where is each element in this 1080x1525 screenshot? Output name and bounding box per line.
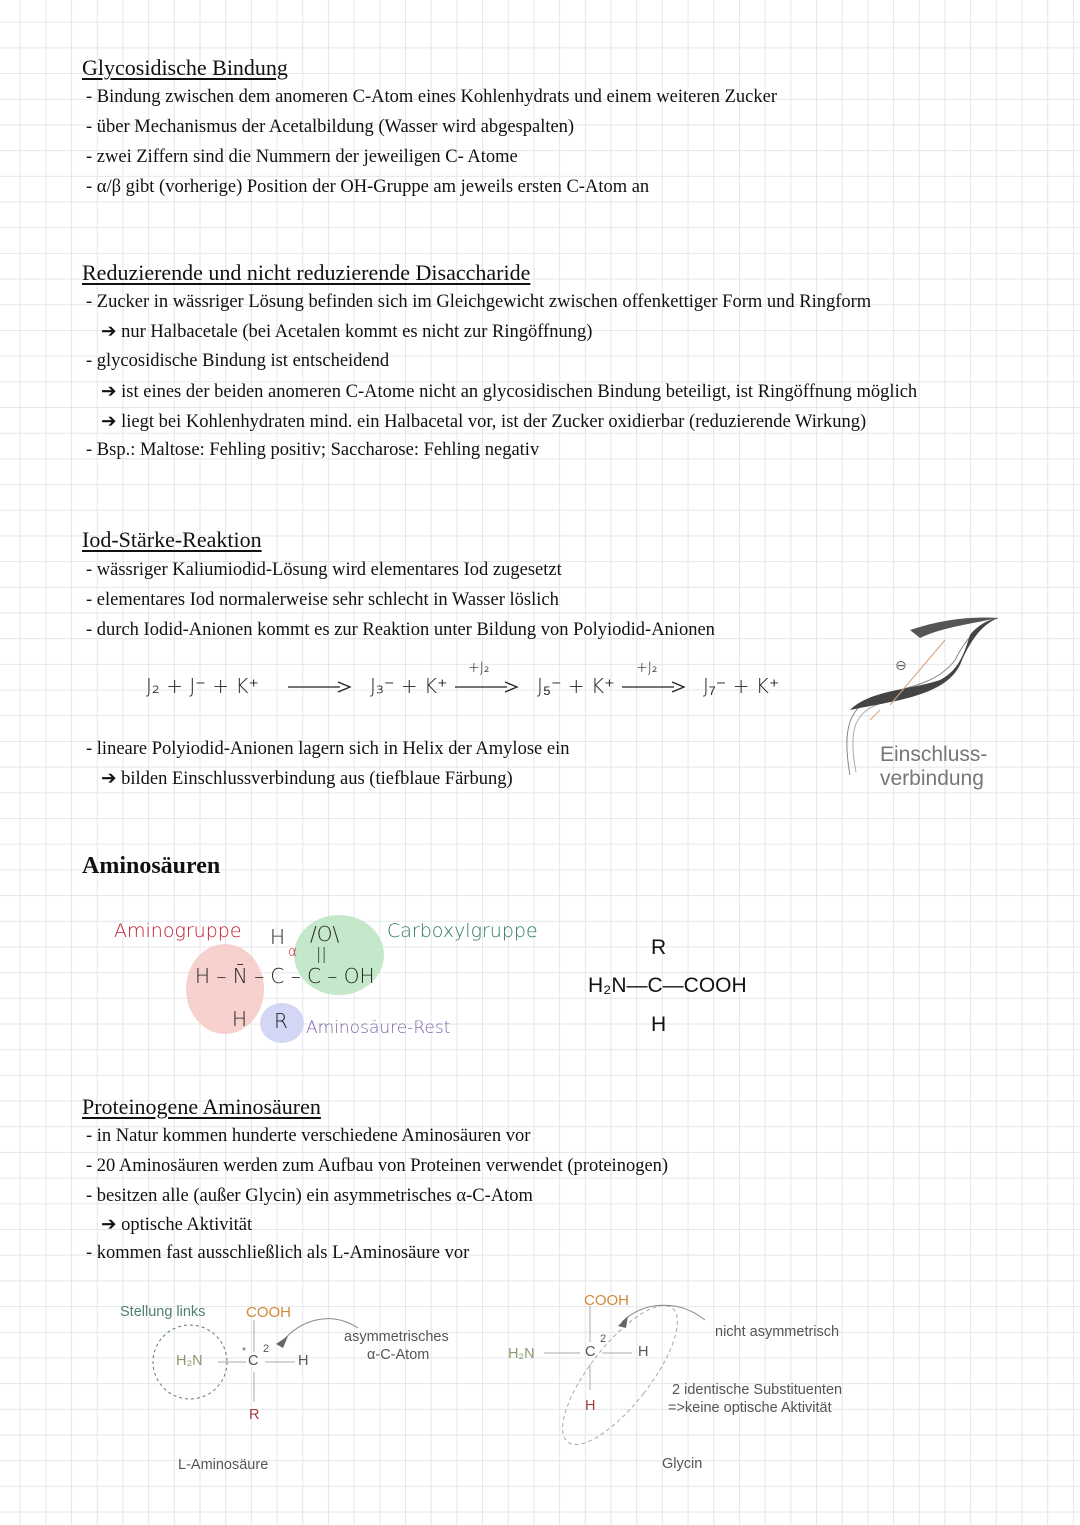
text-line: - Bindung zwischen dem anomeren C-Atom eines Kohlenhydrats und einem weiteren Zucker (86, 87, 777, 107)
atom-h: H (585, 1398, 596, 1414)
arrow-label: +J₂ (636, 660, 658, 676)
amino-group-highlight (186, 944, 264, 1034)
heading-glycosidische-bindung: Glycosidische Bindung (82, 55, 288, 80)
reaction-arrow-icon (622, 680, 686, 694)
atom-cooh: COOH (246, 1304, 291, 1321)
atom-h: H (298, 1353, 309, 1369)
text-line: - Zucker in wässriger Lösung befinden sich im Gleichgewicht zwischen offenkettiger Form und Ringform (86, 292, 872, 312)
atom-h: H (232, 1007, 248, 1031)
equation-heptaiodide: J₇⁻ + K⁺ (703, 674, 780, 698)
equation-reactants: J₂ + J⁻ + K⁺ (146, 674, 259, 698)
note-alpha-c: α-C-Atom (367, 1347, 430, 1363)
equation-triiodide: J₃⁻ + K⁺ (370, 674, 448, 698)
label-rest: Aminosäure-Rest (306, 1018, 451, 1038)
text-line: - über Mechanismus der Acetalbildung (Wasser wird abgespalten) (86, 117, 575, 137)
atom-h2n: H₂N (508, 1346, 535, 1362)
atom-h2n: H₂N (176, 1353, 203, 1369)
amino-acid-formula: H₂N—C—COOH (588, 974, 747, 997)
text-line: ➔ nur Halbacetale (bei Acetalen kommt es nicht zur Ringöffnung) (101, 322, 593, 342)
text-line: ➔ optische Aktivität (101, 1215, 253, 1235)
heading-iod-staerke: Iod-Stärke-Reaktion (82, 527, 262, 552)
note-nicht-asymmetrisch: nicht asymmetrisch (715, 1324, 840, 1340)
atom-h: H (270, 925, 286, 949)
arrow-label: +J₂ (468, 660, 490, 676)
heading-disaccharide: Reduzierende und nicht reduzierende Disaccharide (82, 260, 531, 285)
label-carboxylgruppe: Carboxylgruppe (387, 920, 538, 942)
label-aminogruppe: Aminogruppe (114, 920, 242, 942)
atom-h: H (651, 1013, 667, 1036)
double-bond: || (316, 944, 327, 963)
equation-pentaiodide: J₅⁻ + K⁺ (537, 674, 615, 698)
note-asymmetrisch: asymmetrisches (344, 1329, 449, 1345)
atom-c: C (585, 1344, 596, 1360)
text-line: - zwei Ziffern sind die Nummern der jeweiligen C- Atome (86, 147, 518, 167)
atom-c: C (248, 1353, 259, 1369)
heading-aminosaeuren: Aminosäuren (82, 853, 221, 879)
atom-cooh: COOH (584, 1292, 629, 1309)
position-number: 2 (263, 1343, 270, 1355)
negative-charge-icon: ⊖ (895, 658, 907, 674)
text-line: - kommen fast ausschließlich als L-Aminosäure vor (86, 1243, 470, 1263)
text-line: - 20 Aminosäuren werden zum Aufbau von Proteinen verwendet (proteinogen) (86, 1156, 669, 1176)
text-line: - elementares Iod normalerweise sehr schlecht in Wasser löslich (86, 590, 559, 610)
text-line: ➔ liegt bei Kohlenhydraten mind. ein Halbacetal vor, ist der Zucker oxidierbar (reduzierende Wirkung) (101, 412, 867, 432)
text-line: - glycosidische Bindung ist entscheidend (86, 351, 390, 371)
reaction-arrow-icon (455, 680, 519, 694)
amino-acid-chain: H – N̄ – C – C – OH (195, 964, 375, 988)
text-line: - lineare Polyiodid-Anionen lagern sich in Helix der Amylose ein (86, 739, 570, 759)
text-line: - Bsp.: Maltose: Fehling positiv; Saccharose: Fehling negativ (86, 440, 540, 460)
text-line: - durch Iodid-Anionen kommt es zur Reaktion unter Bildung von Polyiodid-Anionen (86, 620, 715, 640)
position-number: 2 (600, 1333, 607, 1345)
text-line: ➔ bilden Einschlussverbindung aus (tiefblaue Färbung) (101, 769, 513, 789)
text-line: ➔ ist eines der beiden anomeren C-Atome nicht an glycosidischen Bindung beteiligt, ist Ringöffnung möglich (101, 382, 918, 402)
helix-label: Einschluss- verbindung (880, 743, 988, 790)
label-stellung-links: Stellung links (120, 1304, 206, 1320)
alpha-label: α (288, 944, 298, 960)
atom-r: R (249, 1407, 260, 1423)
heading-proteinogene: Proteinogene Aminosäuren (82, 1094, 321, 1119)
reaction-arrow-icon (288, 680, 352, 694)
atom-o: /O\ (310, 922, 340, 946)
caption-l-aminosaeure: L-Aminosäure (178, 1457, 269, 1473)
text-line: - besitzen alle (außer Glycin) ein asymmetrisches α-C-Atom (86, 1186, 533, 1206)
chiral-star: * (242, 1346, 246, 1357)
text-line: - α/β gibt (vorherige) Position der OH-Gruppe am jeweils ersten C-Atom an (86, 177, 650, 197)
note-keine-aktivitaet: =>keine optische Aktivität (668, 1400, 832, 1416)
atom-r: R (651, 936, 667, 959)
caption-glycin: Glycin (662, 1456, 703, 1472)
text-line: - wässriger Kaliumiodid-Lösung wird elementares Iod zugesetzt (86, 560, 562, 580)
atom-h: H (638, 1344, 649, 1360)
note-identische: 2 identische Substituenten (672, 1382, 843, 1398)
atom-r: R (274, 1009, 288, 1033)
text-line: - in Natur kommen hunderte verschiedene Aminosäuren vor (86, 1126, 531, 1146)
